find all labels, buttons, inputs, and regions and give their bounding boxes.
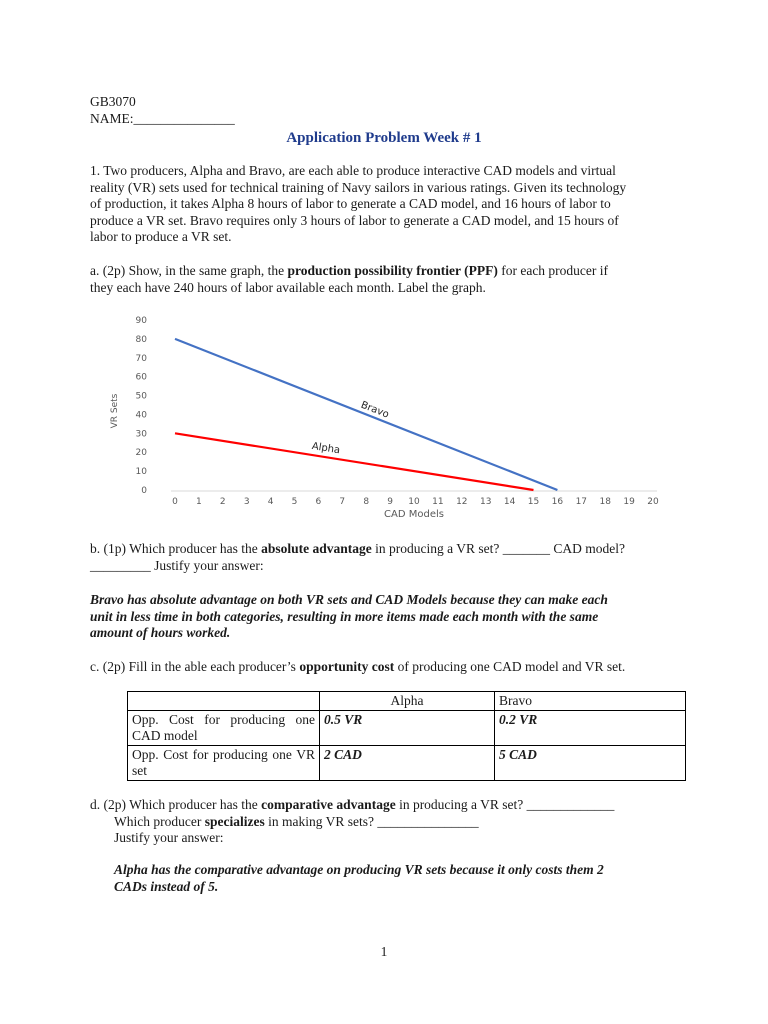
name-field-label: NAME:_______________ [90, 111, 235, 126]
series-label-bravo: Bravo [359, 399, 391, 421]
qd-text: d. (2p) Which producer has the [90, 797, 262, 812]
table-cell-alpha: 2 CAD [320, 746, 495, 781]
x-tick-label: 4 [267, 497, 274, 507]
question-c [90, 659, 690, 676]
qa-line-2: they each have 240 hours of labor available each month. Label the graph. [90, 279, 486, 295]
answer-d-line: Alpha has the comparative advantage on producing VR sets because it only costs them 2 [114, 862, 604, 877]
x-tick-label: 12 [456, 497, 468, 507]
answer-d [114, 862, 680, 895]
q1-line: of production, it takes Alpha 8 hours of labor to generate a CAD model, and 16 hours of labor to [90, 196, 611, 211]
qc-text: of producing one CAD model and VR set. [394, 659, 626, 674]
x-tick-label: 3 [243, 497, 250, 507]
y-tick-label: 30 [135, 429, 147, 440]
table-header-alpha: Alpha [320, 692, 495, 711]
x-tick-label: 20 [647, 497, 659, 507]
table-row-label: Opp. Cost for producing one CAD model [128, 711, 320, 746]
series-line-bravo [175, 339, 557, 490]
answer-b-line: unit in less time in both categories, resulting in more items made each month with the same [90, 608, 599, 624]
table-header-row [128, 692, 686, 711]
x-tick-label: 18 [599, 497, 611, 507]
qb-text: in producing a VR set? _______ CAD model? [371, 541, 625, 556]
series-line-alpha [175, 433, 534, 490]
qb-line-2: _________ Justify your answer: [90, 557, 264, 573]
q1-line: produce a VR set. Bravo requires only 3 hours of labor to generate a CAD model, and 15 hours of [90, 212, 619, 228]
question-a [90, 263, 680, 296]
x-tick-label: 0 [172, 497, 178, 507]
y-tick-label: 50 [135, 391, 147, 402]
opportunity-cost-table [127, 691, 686, 781]
x-tick-label: 8 [363, 497, 370, 507]
series-label-alpha: Alpha [311, 441, 341, 457]
x-tick-label: 9 [387, 497, 393, 507]
table-header-cell [128, 692, 320, 711]
qd-text: Which producer [114, 813, 205, 829]
table-row-label: Opp. Cost for producing one VR set [128, 746, 320, 781]
q1-line: reality (VR) sets used for technical training of Navy sailors in various ratings. Given its technology [90, 179, 627, 195]
y-tick-label: 20 [135, 448, 147, 459]
x-tick-label: 13 [479, 497, 492, 507]
qa-text: for each producer if [497, 263, 609, 278]
y-tick-label: 90 [135, 316, 147, 326]
qb-text: b. (1p) Which producer has the [90, 541, 262, 556]
x-tick-label: 1 [196, 497, 202, 507]
x-tick-label: 17 [575, 497, 588, 507]
ppf-chart [100, 308, 680, 523]
qc-text: c. (2p) Fill in the able each producer’s [90, 659, 300, 674]
question-b [90, 541, 680, 574]
course-code: GB3070 [90, 94, 136, 109]
table-cell-bravo: 5 CAD [495, 746, 686, 781]
qa-bold: production possibility frontier (PPF) [287, 263, 498, 278]
x-tick-label: 7 [339, 497, 346, 507]
x-tick-label: 11 [432, 497, 444, 507]
y-tick-label: 10 [135, 467, 147, 478]
answer-b-line: amount of hours worked. [90, 625, 231, 640]
q1-line: 1. Two producers, Alpha and Bravo, are each able to produce interactive CAD models and virtual [90, 163, 616, 178]
page-title: Application Problem Week # 1 [286, 130, 482, 146]
answer-b-line: Bravo has absolute advantage on both VR sets and CAD Models because they can make each [90, 592, 608, 607]
y-tick-label: 70 [135, 353, 147, 364]
qc-bold: opportunity cost [299, 659, 395, 674]
x-tick-label: 14 [503, 497, 516, 507]
question-d [90, 797, 680, 847]
y-tick-label: 40 [135, 410, 147, 421]
qd-text: in producing a VR set? _____________ [395, 797, 615, 812]
table-header-bravo: Bravo [495, 692, 686, 711]
qd-line-3: Justify your answer: [114, 830, 224, 845]
table-row [128, 711, 686, 746]
x-tick-label: 16 [551, 497, 564, 507]
x-tick-label: 19 [623, 497, 635, 507]
y-axis-label: VR Sets [110, 393, 120, 429]
y-tick-label: 0 [141, 486, 147, 496]
qb-bold: absolute advantage [261, 541, 372, 556]
page-number: 1 [380, 944, 388, 959]
x-axis-label: CAD Models [384, 509, 444, 520]
x-tick-label: 5 [291, 497, 298, 507]
question-1-text [90, 163, 680, 246]
qd-bold: specializes [204, 813, 265, 829]
x-tick-label: 6 [315, 497, 322, 507]
table-row [128, 746, 686, 781]
qd-text: in making VR sets? _______________ [264, 813, 479, 829]
table-cell-alpha: 0.5 VR [320, 711, 495, 746]
answer-b [90, 592, 680, 642]
answer-d-line: CADs instead of 5. [114, 878, 219, 894]
x-tick-label: 10 [408, 497, 420, 507]
qa-text: a. (2p) Show, in the same graph, the [90, 263, 288, 278]
qd-bold: comparative advantage [261, 797, 396, 812]
table-cell-bravo: 0.2 VR [495, 711, 686, 746]
x-tick-label: 15 [527, 497, 540, 507]
y-tick-label: 80 [135, 334, 147, 345]
q1-line: labor to produce a VR set. [90, 229, 232, 244]
x-tick-label: 2 [219, 497, 226, 507]
y-tick-label: 60 [135, 372, 147, 383]
